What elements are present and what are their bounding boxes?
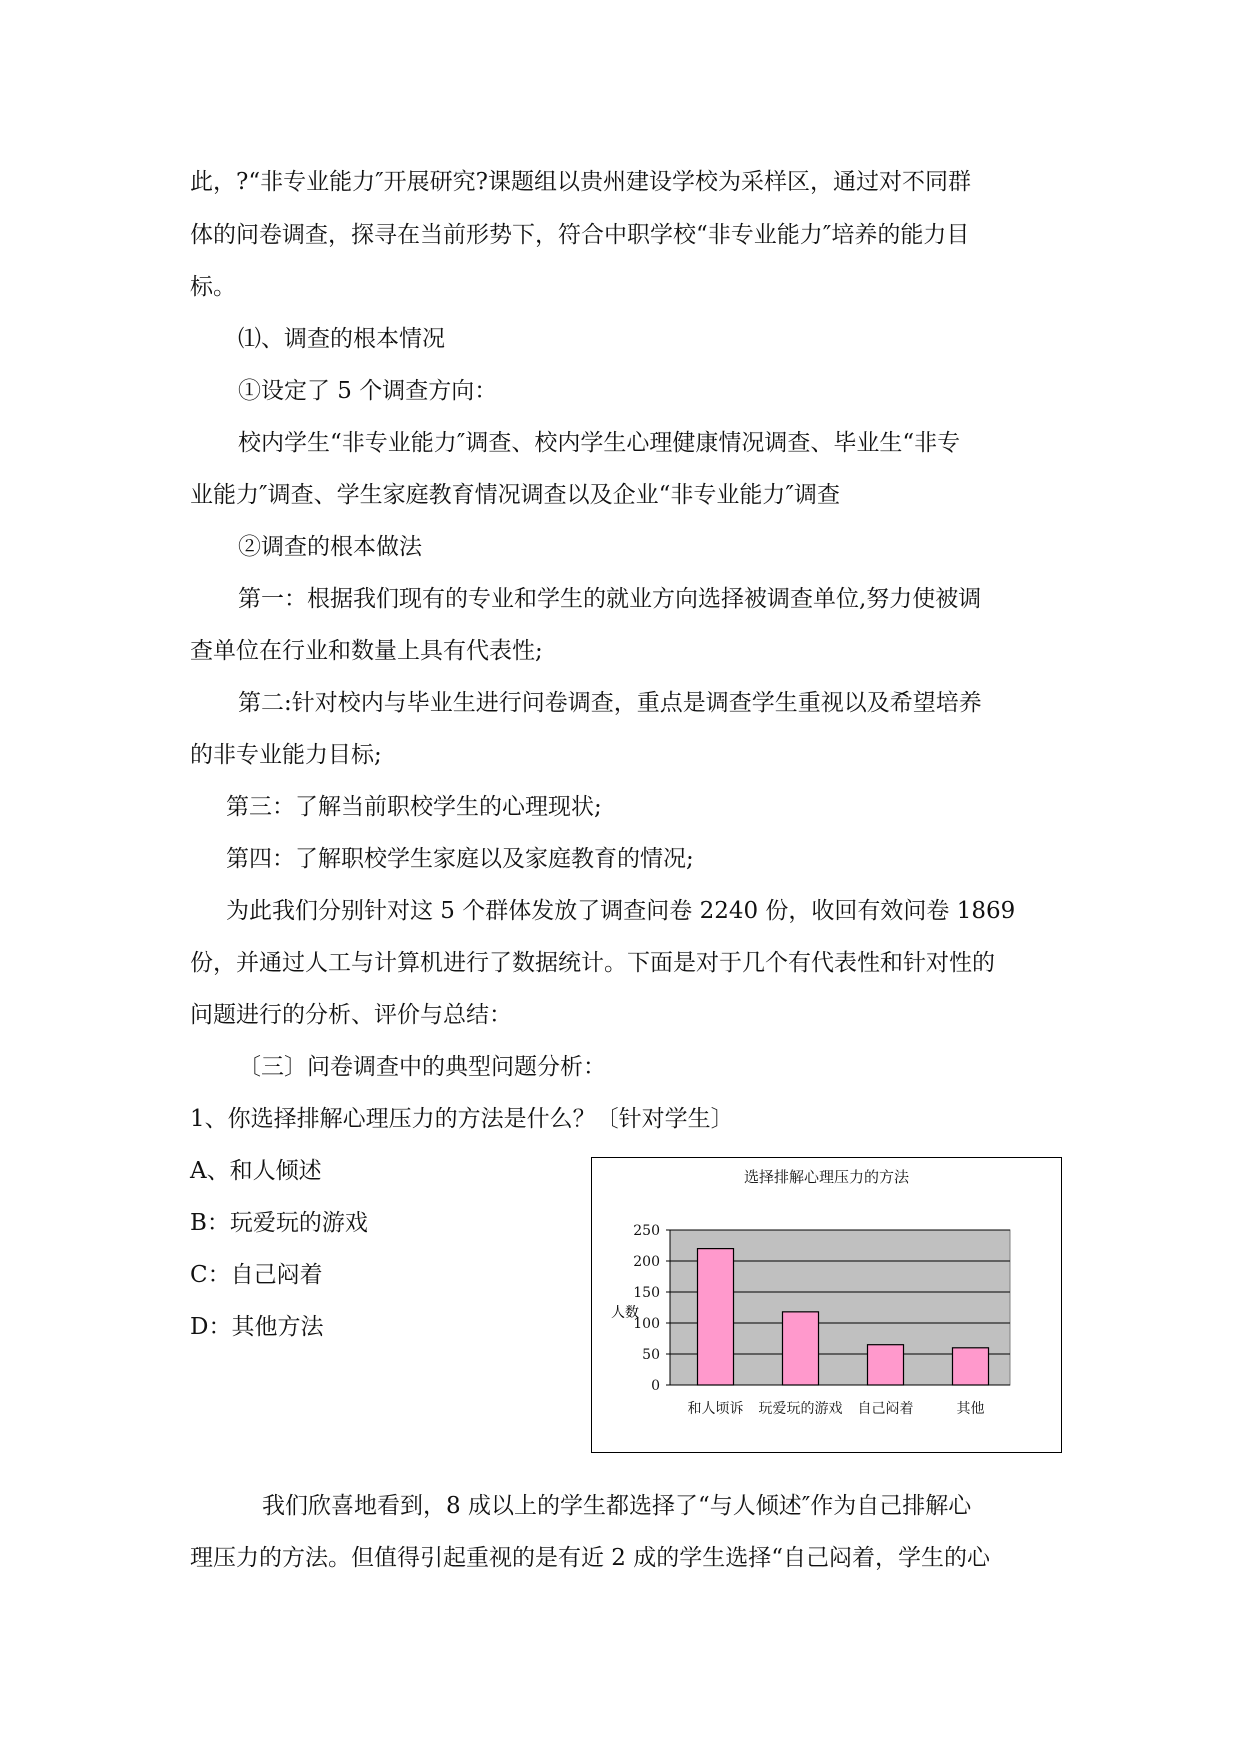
text-line-13: 第三：了解当前职校学生的心理现状; <box>226 794 602 820</box>
text-line-17: 问题进行的分析、评价与总结： <box>190 1002 512 1028</box>
x-tick-label: 其他 <box>956 1401 985 1417</box>
y-tick-label: 250 <box>633 1223 660 1239</box>
text-line-25: 理压力的方法。但值得引起重视的是有近 2 成的学生选择“自己闷着，学生的心 <box>190 1545 991 1571</box>
option-a: A、和人倾述 <box>190 1158 322 1184</box>
text-line-11: 第二:针对校内与毕业生进行问卷调查，重点是调查学生重视以及希望培养 <box>238 690 982 716</box>
y-tick-label: 100 <box>633 1316 660 1332</box>
text-line-3: 标。 <box>190 274 236 300</box>
x-tick-label: 玩爱玩的游戏 <box>758 1401 843 1417</box>
x-tick-label: 和人顷诉 <box>687 1401 744 1417</box>
bar <box>953 1348 989 1385</box>
text-line-15: 为此我们分别针对这 5 个群体发放了调查问卷 2240 份，收回有效问卷 1869 <box>226 898 1016 924</box>
subheading-1: ①设定了 5 个调查方向： <box>238 378 498 404</box>
y-axis-label: 人数 <box>611 1305 639 1321</box>
section-heading-2: 〔三〕问卷调查中的典型问题分析： <box>238 1054 606 1080</box>
text-line-16: 份，并通过人工与计算机进行了数据统计。下面是对于几个有代表性和针对性的 <box>190 950 995 976</box>
text-line-1: 此，?“非专业能力″开展研究?课题组以贵州建设学校为采样区，通过对不同群 <box>190 169 972 195</box>
bar <box>783 1312 819 1385</box>
y-tick-label: 50 <box>642 1347 660 1363</box>
x-tick-label: 自己闷着 <box>857 1401 914 1417</box>
option-d: D：其他方法 <box>190 1314 324 1340</box>
y-tick-label: 200 <box>633 1254 660 1270</box>
text-line-10: 查单位在行业和数量上具有代表性; <box>190 638 543 664</box>
chart-title: 选择排解心理压力的方法 <box>743 1168 909 1186</box>
chart-svg <box>592 1158 1060 1451</box>
text-line-2: 体的问卷调查，探寻在当前形势下，符合中职学校“非专业能力″培养的能力目 <box>190 222 970 248</box>
bar <box>868 1345 904 1385</box>
text-line-7: 业能力″调查、学生家庭教育情况调查以及企业“非专业能力″调查 <box>190 482 840 508</box>
text-line-9: 第一：根据我们现有的专业和学生的就业方向选择被调查单位,努力使被调 <box>238 586 982 612</box>
subheading-2: ②调查的根本做法 <box>238 534 422 560</box>
plot-area <box>633 1223 1010 1417</box>
bar-chart <box>591 1157 1062 1453</box>
y-tick-label: 0 <box>651 1378 660 1394</box>
option-c: C：自己闷着 <box>190 1262 323 1288</box>
question-1: 1、你选择排解心理压力的方法是什么？〔针对学生〕 <box>190 1106 734 1132</box>
section-heading-1: ⑴、调查的根本情况 <box>238 326 445 352</box>
y-tick-label: 150 <box>633 1285 660 1301</box>
text-line-24: 我们欣喜地看到，8 成以上的学生都选择了“与人倾述″作为自己排解心 <box>262 1493 972 1519</box>
option-b: B：玩爱玩的游戏 <box>190 1210 368 1236</box>
text-line-6: 校内学生“非专业能力″调查、校内学生心理健康情况调查、毕业生“非专 <box>238 430 961 456</box>
text-line-14: 第四：了解职校学生家庭以及家庭教育的情况; <box>226 846 694 872</box>
text-line-12: 的非专业能力目标; <box>190 742 382 768</box>
bar <box>698 1249 734 1385</box>
